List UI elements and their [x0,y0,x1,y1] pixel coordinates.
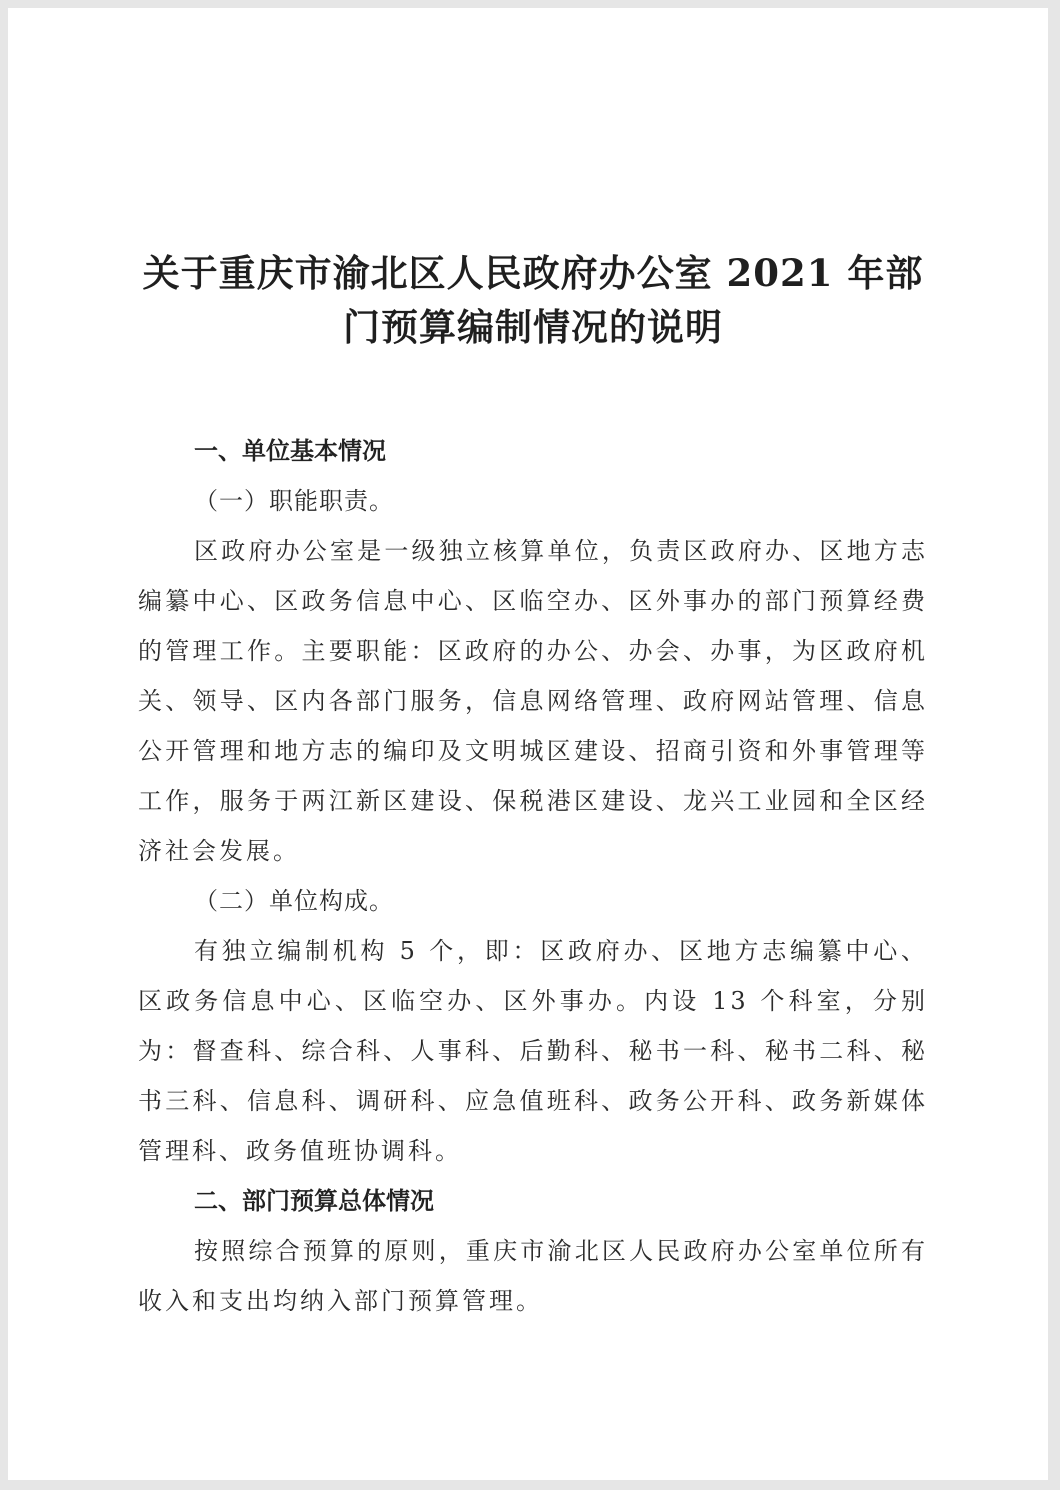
title-line-1: 关于重庆市渝北区人民政府办公室 2021 年部 [142,251,924,295]
section-1-subheading-2: （二）单位构成。 [194,887,394,915]
document-body [138,246,928,1326]
section-1-heading: 一、单位基本情况 [194,437,386,465]
section-1-paragraph-1: 区政府办公室是一级独立核算单位，负责区政府办、区地方志编纂中心、区政务信息中心、区临空办、区外事办的部门预算经费的管理工作。主要职能：区政府的办公、办会、办事，为区政府机关、领导、区内各部门服务，信息网络管理、政府网站管理、信息公开管理和地方志的编印及文明城区建设、招商引资和外事管理等工作，服务于两江新区建设、保税港区建设、龙兴工业园和全区经济社会发展。 [138,537,928,865]
section-2-paragraph-1: 按照综合预算的原则，重庆市渝北区人民政府办公室单位所有收入和支出均纳入部门预算管理。 [138,1237,928,1315]
section-1-paragraph-2: 有独立编制机构 5 个，即：区政府办、区地方志编纂中心、区政务信息中心、区临空办、区外事办。内设 13 个科室，分别为：督查科、综合科、人事科、后勤科、秘书一科、秘书二科、秘书三科、信息科、调研科、应急值班科、政务公开科、政务新媒体管理科、政务值班协调科。 [138,937,928,1165]
document-page [8,8,1048,1480]
section-2-heading: 二、部门预算总体情况 [194,1187,434,1215]
title-line-2: 门预算编制情况的说明 [343,305,723,349]
section-1-subheading-1: （一）职能职责。 [194,487,394,515]
title-spacer [138,354,928,426]
document-title [138,246,928,354]
